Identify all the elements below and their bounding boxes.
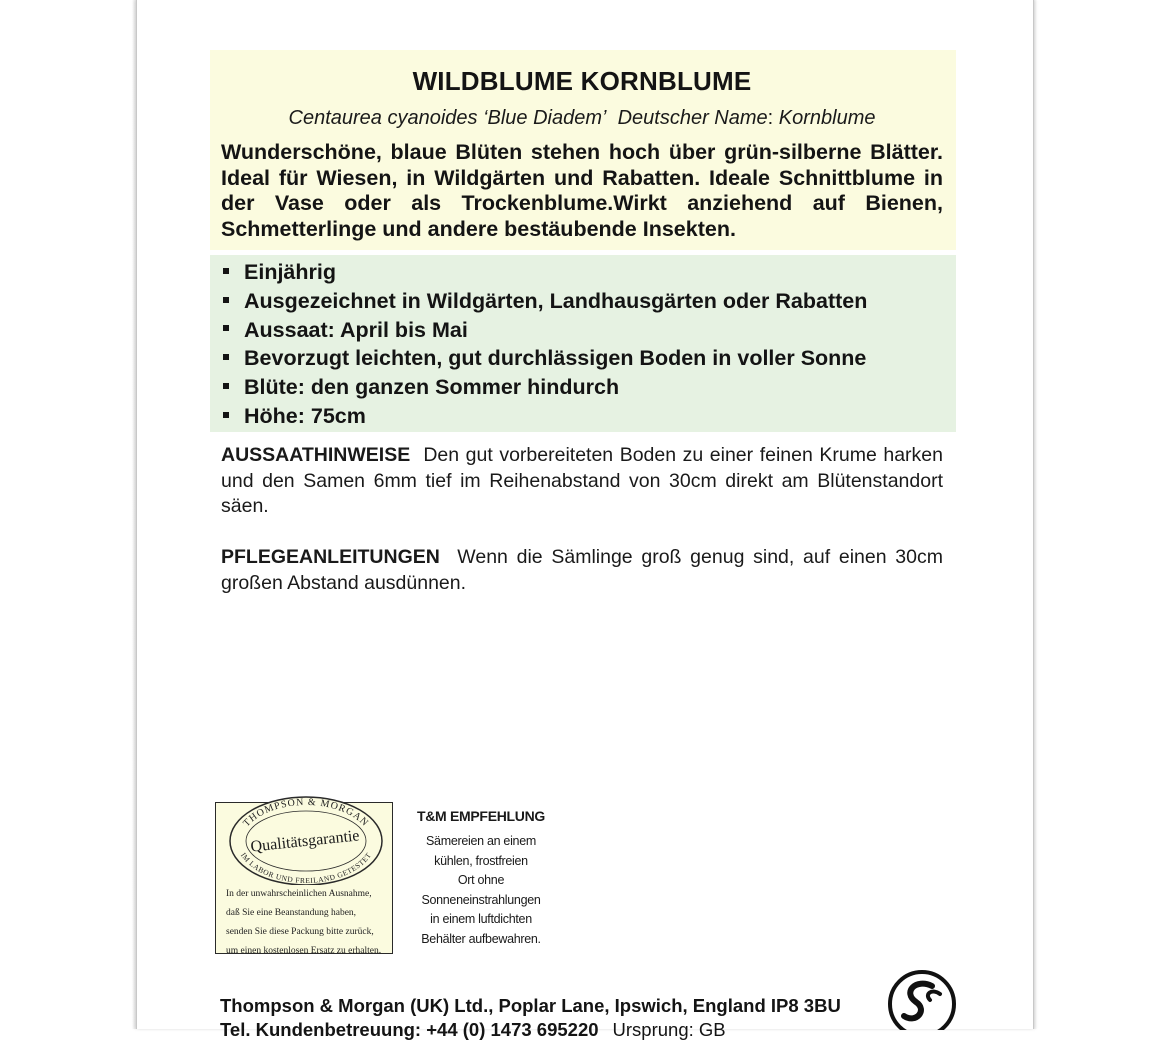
- guarantee-text: In der unwahrscheinlichen Ausnahme, daß Sie eine Beanstandung haben, senden Sie diese Packung bitte zurück, um einen kostenlosen Ersatz zu erhalten.: [226, 889, 382, 956]
- feature-item: Bevorzugt leichten, gut durchlässigen Boden in voller Sonne: [221, 344, 867, 373]
- botanical-name-line: Centaurea cyanoides ‘Blue Diadem’ Deutscher Name: Kornblume: [288, 107, 876, 129]
- bullet-icon: [223, 383, 229, 389]
- customer-service-phone: Tel. Kundenbetreuung: +44 (0) 1473 695220: [220, 1019, 599, 1040]
- feature-item: Ausgezeichnet in Wildgärten, Landhausgärten oder Rabatten: [221, 287, 867, 316]
- recommendation-title: T&M EMPFEHLUNG: [416, 808, 545, 824]
- seal-center-text: Qualitätsgarantie: [249, 827, 361, 856]
- care-instructions: [221, 545, 943, 596]
- seal-top-text: THOMPSON & MORGAN: [241, 796, 371, 830]
- storage-recommendation: [410, 808, 552, 949]
- company-address: Thompson & Morgan (UK) Ltd., Poplar Lane, Ipswich, England IP8 3BU: [220, 995, 841, 1016]
- sowing-instructions: [221, 443, 943, 520]
- bullet-icon: [223, 297, 229, 303]
- product-title: WILDBLUME KORNBLUME: [412, 66, 752, 96]
- feature-item: Einjährig: [221, 258, 867, 287]
- feature-list: [221, 258, 867, 431]
- feature-item: Aussaat: April bis Mai: [221, 316, 867, 345]
- bullet-icon: [223, 325, 229, 331]
- recommendation-text: Sämereien an einem kühlen, frostfreien Ort ohne Sonneneinstrahlungen in einem luftdichten Behälter aufbewahren.: [421, 834, 541, 946]
- care-text: Wenn die Sämlinge groß genug sind, auf einen 30cm großen Abstand ausdünnen.: [221, 546, 943, 594]
- contact-line: [220, 1019, 726, 1041]
- origin-label: Ursprung: GB: [612, 1019, 726, 1040]
- seal-bottom-text: IM LABOR UND FREILAND GETESTET: [238, 850, 374, 885]
- feature-item: Höhe: 75cm: [221, 402, 867, 431]
- common-name-label: Deutscher Name: [617, 107, 768, 129]
- quality-guarantee-badge: [215, 796, 393, 956]
- bullet-icon: [223, 268, 229, 274]
- double-s-circle-logo-icon: [886, 968, 958, 1030]
- bullet-icon: [223, 354, 229, 360]
- latin-name: Centaurea cyanoides ‘Blue Diadem’: [288, 107, 607, 129]
- sowing-text: Den gut vorbereiteten Boden zu einer feinen Krume harken und den Samen 6mm tief im Reihenabstand von 30cm direkt am Blütenstandort säen.: [221, 444, 943, 517]
- common-name: Kornblume: [778, 107, 876, 129]
- quality-seal-icon: [216, 785, 394, 885]
- care-heading: PFLEGEANLEITUNGEN: [221, 546, 440, 568]
- feature-item: Blüte: den ganzen Sommer hindurch: [221, 373, 867, 402]
- product-description: Wunderschöne, blaue Blüten stehen hoch über grün-silberne Blätter. Ideal für Wiesen, in Wildgärten und Rabatten. Ideale Schnittblume in der Vase oder als Trockenblume.Wirkt anziehend auf Bienen, Schmetterlinge und andere bestäubende Insekten.: [221, 140, 943, 241]
- sowing-heading: AUSSAATHINWEISE: [221, 444, 411, 466]
- bullet-icon: [223, 412, 229, 418]
